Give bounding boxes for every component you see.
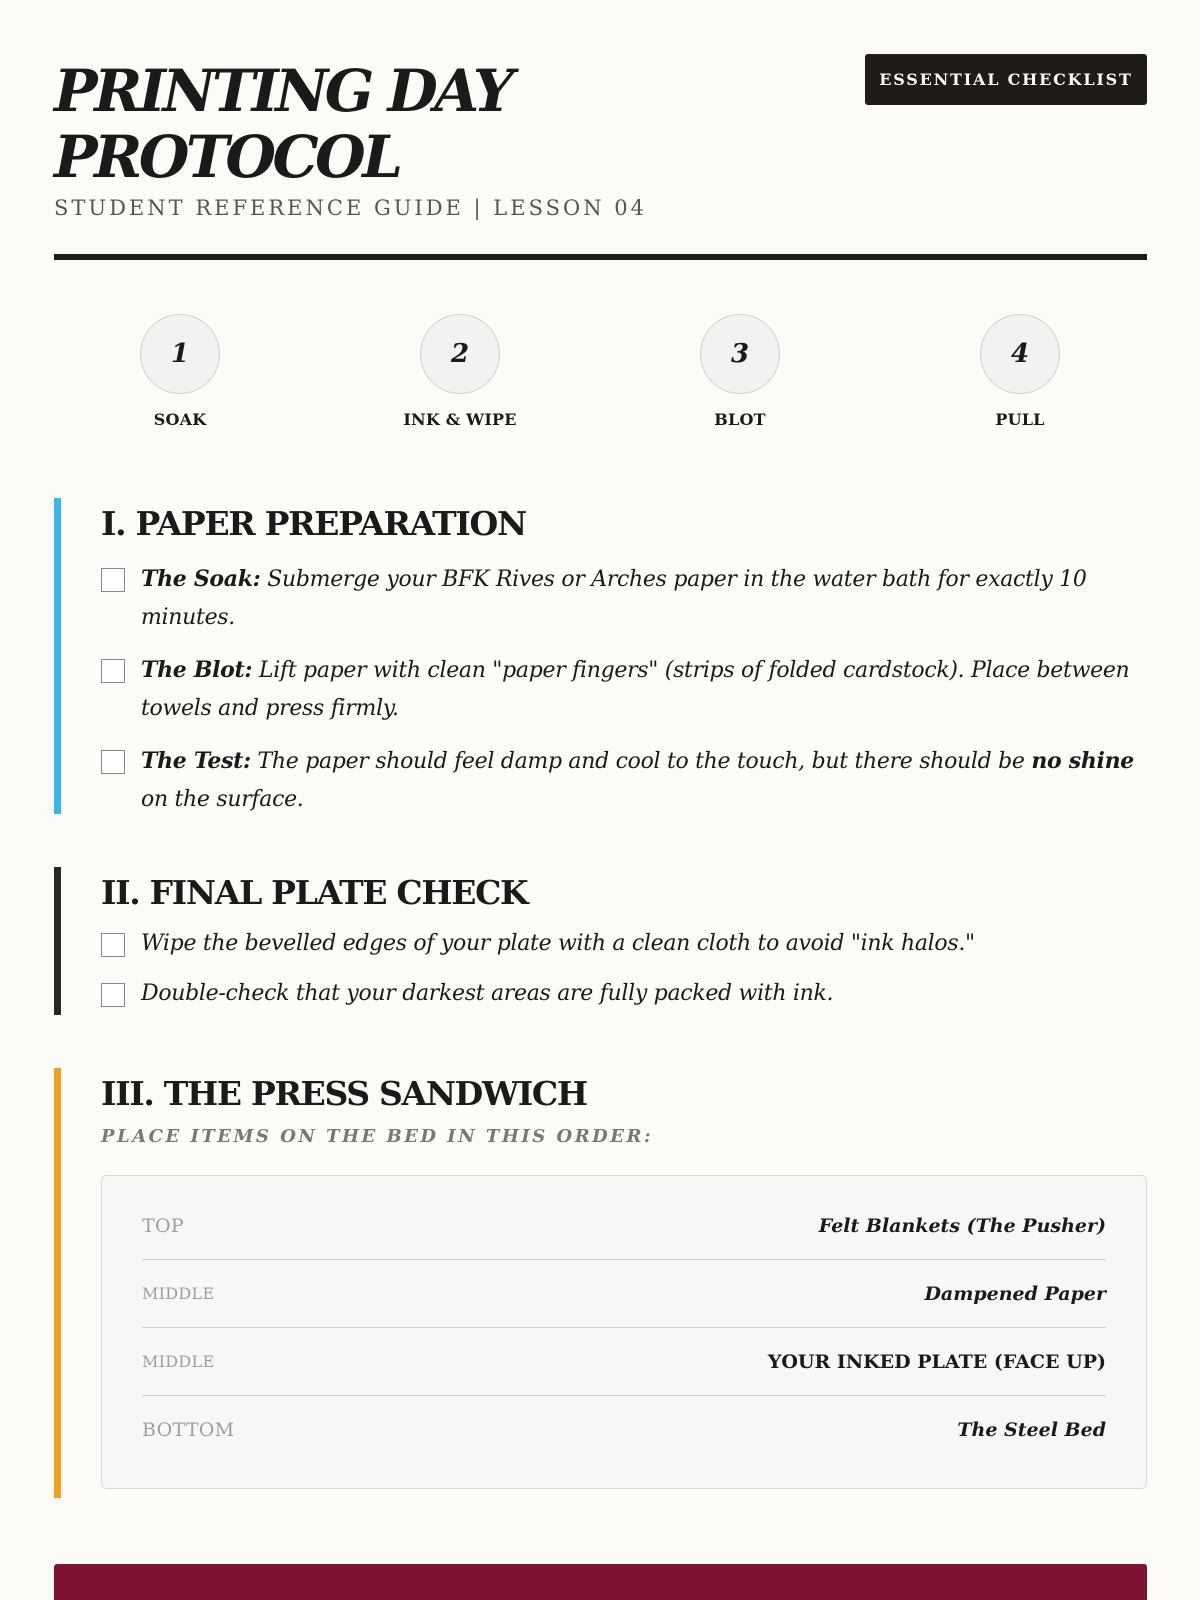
item-lead: The Soak:	[141, 566, 261, 592]
essential-checklist-badge: ESSENTIAL CHECKLIST	[865, 54, 1147, 105]
section-heading: I. PAPER PREPARATION	[101, 504, 526, 543]
page-subtitle: STUDENT REFERENCE GUIDE | LESSON 04	[54, 196, 647, 220]
layer-position: BOTTOM	[142, 1419, 235, 1441]
item-tail: on the surface.	[141, 787, 304, 812]
section-heading: III. THE PRESS SANDWICH	[101, 1074, 587, 1113]
step-number: 4	[980, 314, 1060, 394]
step-pull	[920, 314, 1120, 429]
section-accent-bar	[54, 498, 61, 814]
checklist-item-text	[141, 742, 1147, 819]
checklist-item-soak	[101, 560, 1147, 637]
step-label: BLOT	[714, 410, 766, 429]
footer-bar	[54, 1564, 1147, 1600]
section-press-sandwich	[54, 1068, 1147, 1498]
checkbox[interactable]	[101, 659, 125, 683]
item-body: The paper should feel damp and cool to the touch, but there should be	[250, 749, 1032, 774]
item-lead: The Test:	[141, 748, 251, 774]
layer-item: YOUR INKED PLATE (FACE UP)	[767, 1350, 1106, 1373]
step-blot	[640, 314, 840, 429]
layer-position: TOP	[142, 1214, 184, 1237]
section-final-plate-check	[54, 867, 1147, 1015]
checklist-item-dark-areas	[101, 975, 1147, 1013]
layer-item: Felt Blankets (The Pusher)	[818, 1214, 1106, 1237]
checkbox[interactable]	[101, 983, 125, 1007]
checkbox[interactable]	[101, 568, 125, 592]
layer-item: The Steel Bed	[957, 1419, 1106, 1441]
layer-row	[142, 1192, 1106, 1260]
section-accent-bar	[54, 1068, 61, 1498]
step-soak	[80, 314, 280, 429]
step-label: PULL	[995, 410, 1045, 429]
header-divider	[54, 254, 1147, 260]
checklist-item-text: Double-check that your darkest areas are fully packed with ink.	[141, 981, 834, 1006]
layer-row	[142, 1396, 1106, 1464]
press-sandwich-table	[101, 1175, 1147, 1489]
layer-item: Dampened Paper	[924, 1282, 1106, 1305]
checklist-item-test	[101, 742, 1147, 819]
checklist	[101, 925, 1147, 1013]
checklist-item-text	[141, 560, 1147, 637]
checkbox[interactable]	[101, 750, 125, 774]
process-steps	[54, 314, 1147, 434]
checklist	[101, 560, 1147, 819]
checklist-item-blot	[101, 651, 1147, 728]
step-label: SOAK	[153, 410, 207, 429]
checklist-item-text: Wipe the bevelled edges of your plate with a clean cloth to avoid "ink halos."	[141, 931, 975, 956]
checklist-item-wipe-edges	[101, 925, 1147, 963]
item-lead: The Blot:	[141, 657, 253, 683]
step-number: 3	[700, 314, 780, 394]
layer-row	[142, 1260, 1106, 1328]
layer-row	[142, 1328, 1106, 1396]
section-accent-bar	[54, 867, 61, 1015]
section-heading: II. FINAL PLATE CHECK	[101, 873, 528, 912]
step-ink-wipe	[360, 314, 560, 429]
page	[54, 0, 1147, 1600]
item-body: Submerge your BFK Rives or Arches paper in the water bath for exactly 10 minutes.	[141, 567, 1087, 630]
checklist-item-text	[141, 651, 1147, 728]
item-emphasis: no shine	[1031, 748, 1134, 774]
checkbox[interactable]	[101, 933, 125, 957]
step-label: INK & WIPE	[403, 410, 517, 429]
step-number: 1	[140, 314, 220, 394]
layer-position: MIDDLE	[142, 1352, 215, 1371]
layer-position: MIDDLE	[142, 1284, 215, 1303]
page-title: PRINTING DAY PROTOCOL	[54, 57, 511, 191]
step-number: 2	[420, 314, 500, 394]
item-body: Lift paper with clean "paper fingers" (strips of folded cardstock). Place between towels and press firmly.	[141, 658, 1130, 721]
section-note: PLACE ITEMS ON THE BED IN THIS ORDER:	[101, 1126, 654, 1147]
section-paper-preparation	[54, 498, 1147, 814]
